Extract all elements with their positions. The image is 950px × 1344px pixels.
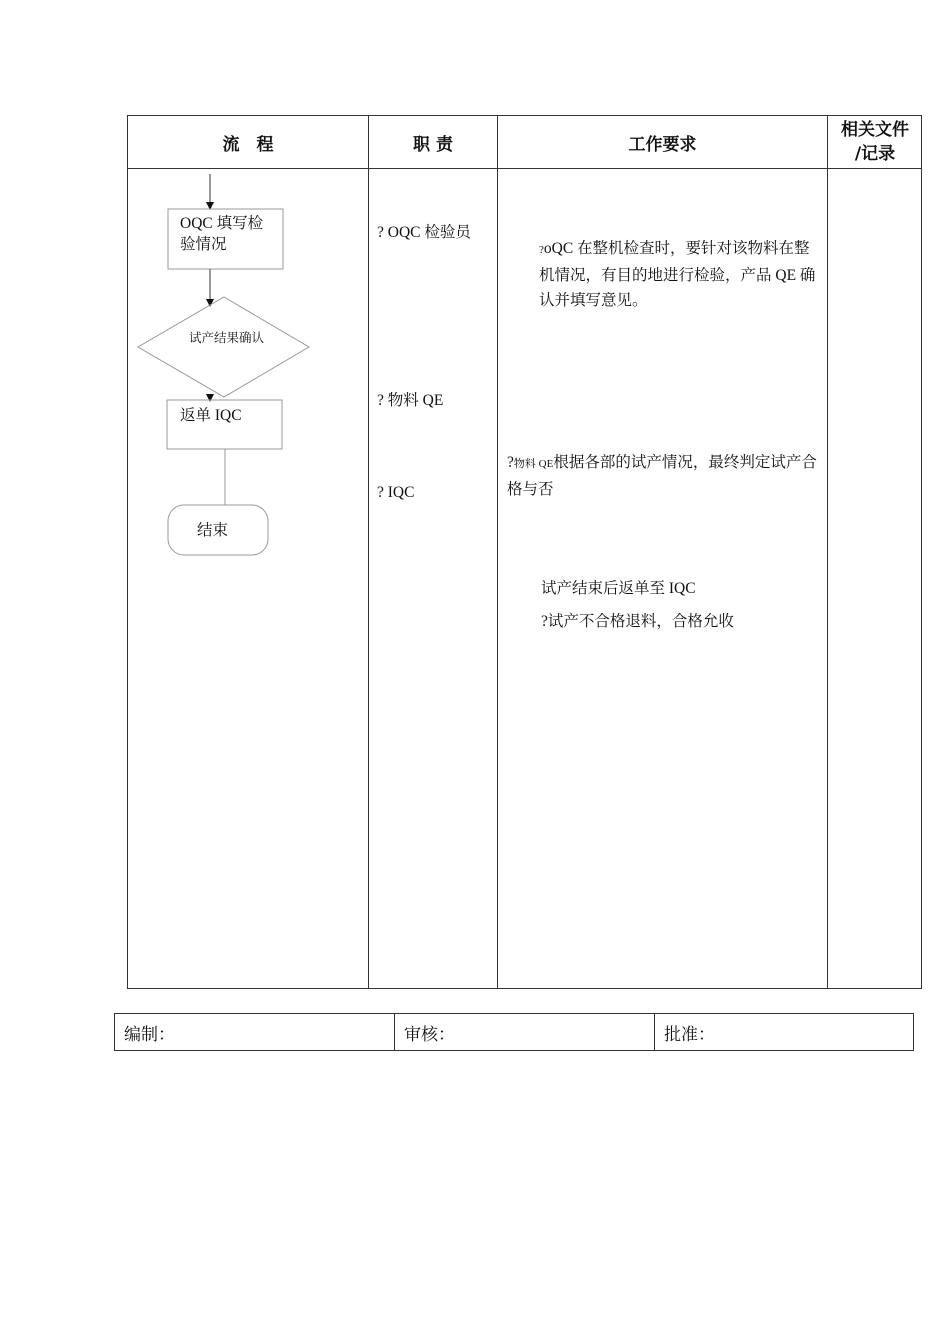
- signature-table: [114, 1013, 914, 1051]
- column-divider: [827, 116, 828, 988]
- requirement-return: 试产结束后返单至 IQC: [541, 580, 696, 597]
- header-duty: 职 责: [413, 134, 453, 155]
- column-divider: [497, 116, 498, 988]
- header-files: [828, 116, 922, 168]
- column-divider: [368, 116, 369, 988]
- procedure-table: [127, 115, 922, 989]
- header-files-line2: /记录: [854, 144, 896, 164]
- requirement-qe-text: 根据各部的试产情况，最终判定试产合格与否: [507, 454, 817, 498]
- duty-oqc-inspector: ? OQC 检验员: [377, 224, 471, 241]
- requirement-qe-prefix: ?: [507, 454, 514, 471]
- approved-by-cell: 批准：: [664, 1024, 715, 1044]
- decision-diamond: [138, 297, 309, 397]
- duty-material-qe: ? 物料 QE: [377, 392, 444, 409]
- step-return-iqc-label: 返单 IQC: [180, 407, 242, 424]
- arrow-head: [206, 394, 214, 402]
- requirement-oqc-prefix: ?: [539, 244, 544, 256]
- duty-iqc: ? IQC: [377, 484, 415, 501]
- requirement-oqc: [539, 236, 821, 313]
- header-process: 流 程: [222, 134, 274, 155]
- reviewed-by-cell: 审核：: [395, 1014, 655, 1050]
- requirement-reject: ?试产不合格退料，合格允收: [541, 613, 734, 630]
- step-oqc-label: OQC 填写检验情况: [180, 215, 264, 253]
- requirement-material-qe: [507, 450, 823, 502]
- header-files-line1: 相关文件: [841, 120, 909, 140]
- requirement-oqc-text: oQC 在整机检查时，要针对该物料在整机情况，有目的地进行检验，产品 QE 确认并填写意见。: [539, 240, 816, 309]
- prepared-by-cell: 编制：: [115, 1014, 395, 1050]
- requirement-qe-small: 物料 QE: [513, 458, 554, 470]
- end-label: 结束: [197, 522, 229, 539]
- decision-label: 试产结果确认: [189, 330, 265, 345]
- header-requirements: 工作要求: [628, 134, 697, 155]
